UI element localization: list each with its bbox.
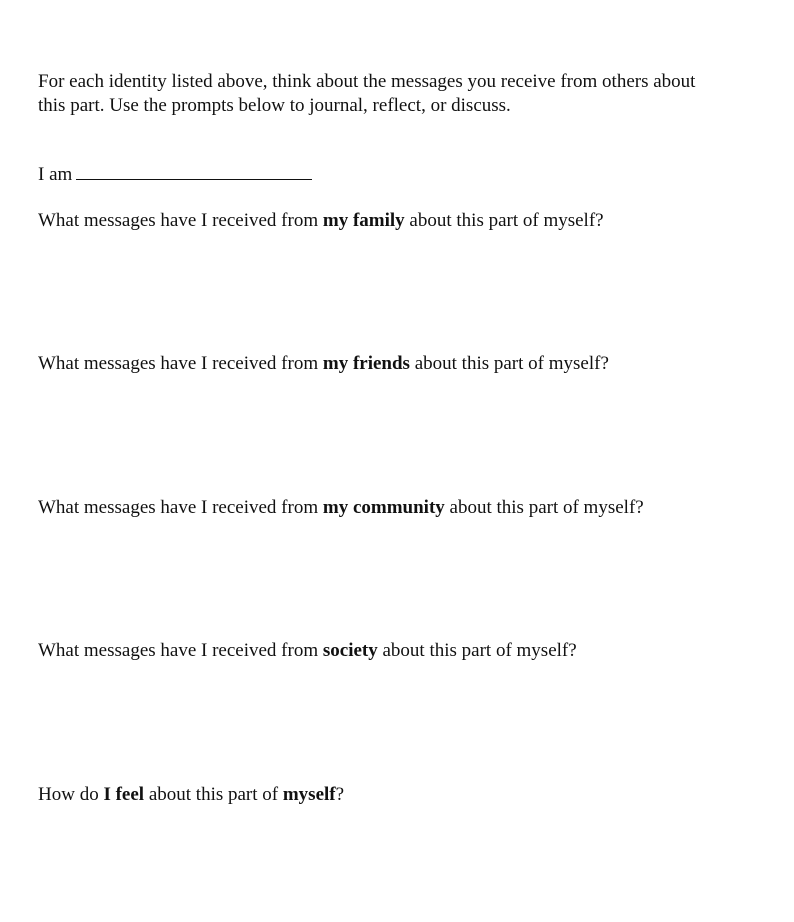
prompt-text: What messages have I received from [38,210,323,231]
prompt-friends [38,352,609,376]
prompt-community [38,496,644,520]
i-am-label: I am [38,164,73,185]
prompt-emphasis: my family [322,210,405,231]
prompt-text: about this part of myself? [409,353,609,374]
prompt-emphasis: myself [282,784,336,805]
prompt-text: What messages have I received from [38,353,323,374]
prompt-text: about this part of myself? [377,640,577,661]
prompt-text: How do [38,784,104,805]
prompt-emphasis: I feel [103,784,145,805]
intro-line-1: For each identity listed above, think about the messages you receive from others about [38,71,696,92]
prompt-family [38,209,604,233]
intro-line-2: this part. Use the prompts below to journal, reflect, or discuss. [38,95,511,116]
prompt-text: ? [335,784,345,805]
i-am-blank-field[interactable] [76,161,312,180]
prompt-text: about this part of [144,784,283,805]
prompt-text: What messages have I received from [38,640,323,661]
prompt-text: about this part of myself? [444,497,644,518]
prompt-society [38,639,577,663]
prompt-emphasis: my community [322,497,445,518]
prompt-text: What messages have I received from [38,497,323,518]
prompt-self-feeling [38,783,344,807]
prompt-text: about this part of myself? [404,210,604,231]
prompt-emphasis: my friends [322,353,410,374]
i-am-row [38,161,312,187]
prompt-emphasis: society [322,640,378,661]
